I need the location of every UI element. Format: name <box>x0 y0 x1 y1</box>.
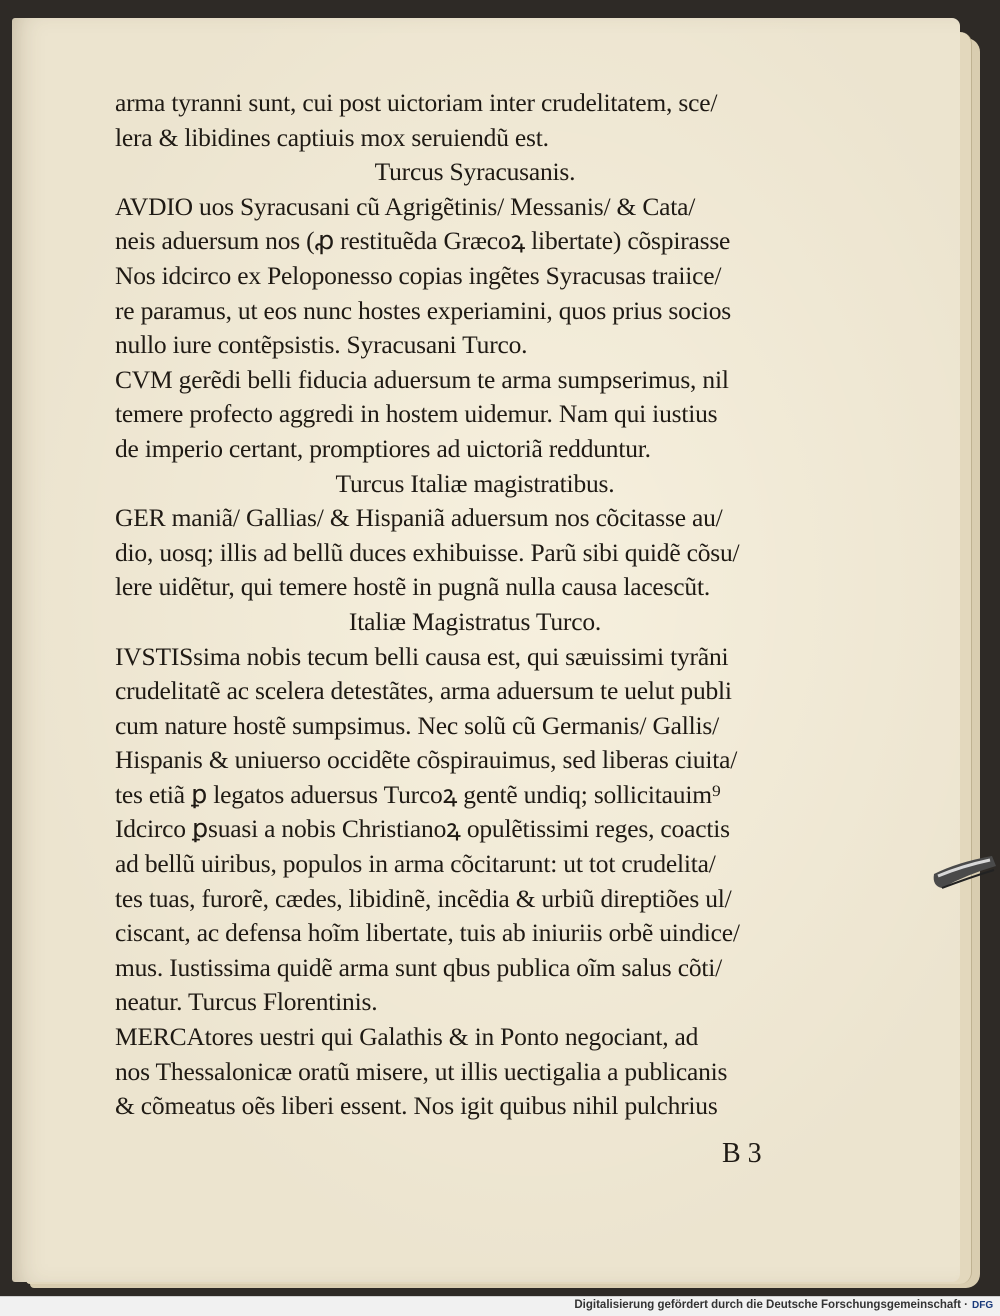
text-line: nos Thessalonicæ oratũ misere, ut illis uectigalia a publicanis <box>115 1056 728 1086</box>
text-line: ad bellũ uiribus, populos in arma cõcitarunt: ut tot crudelita/ <box>115 849 716 879</box>
text-line: Nos idcirco ex Peloponesso copias ingẽtes Syracusas traiice/ <box>115 260 722 290</box>
footer-bar <box>0 1296 1000 1316</box>
dfg-logo: DFG <box>972 1300 994 1311</box>
text-line: lere uidẽtur, qui temere hostẽ in pugnã nulla causa lacescũt. <box>115 572 711 602</box>
text-line: Hispanis & uniuerso occidẽte cõspirauimus, sed liberas ciuita/ <box>115 745 738 775</box>
text-line: temere profecto aggredi in hostem uidemur. Nam qui iustius <box>115 399 718 429</box>
text-line: re paramus, ut eos nunc hostes experiamini, quos prius socios <box>115 295 731 325</box>
text-line: CVM gerẽdi belli fiducia aduersum te arma sumpserimus, nil <box>115 364 729 394</box>
text-line: tes etiã ꝑ legatos aduersus Turcoꝝ gentẽ undiq; sollicitauim⁹ <box>115 779 721 809</box>
text-line: ciscant, ac defensa hoĩm libertate, tuis ab iniuriis orbẽ uindice/ <box>115 918 740 948</box>
text-line: arma tyranni sunt, cui post uictoriam inter crudelitatem, sce/ <box>115 88 718 117</box>
text-line: GER maniã/ Gallias/ & Hispaniã aduersum nos cõcitasse au/ <box>115 503 723 533</box>
text-line: dio, uosq; illis ad bellũ duces exhibuisse. Parũ sibi quidẽ cõsu/ <box>115 537 740 567</box>
text-line: crudelitatẽ ac scelera detestãtes, arma aduersum te uelut publi <box>115 676 732 706</box>
book-page <box>12 18 960 1282</box>
text-line: MERCAtores uestri qui Galathis & in Ponto negociant, ad <box>115 1022 699 1052</box>
text-line: de imperio certant, promptiores ad uictoriã redduntur. <box>115 433 651 463</box>
printed-text-block <box>115 86 835 1124</box>
section-heading: Turcus Syracusanis. <box>374 157 576 187</box>
text-line: neatur. Turcus Florentinis. <box>115 987 378 1017</box>
text-line: lera & libidines captiuis mox seruiendũ est. <box>115 122 549 152</box>
text-line: IVSTISsima nobis tecum belli causa est, qui sæuissimi tyrãni <box>115 641 729 671</box>
text-line: cum nature hostẽ sumpsimus. Nec solũ cũ Germanis/ Gallis/ <box>115 710 720 740</box>
section-heading: Italiæ Magistratus Turco. <box>348 606 602 636</box>
clip-icon <box>928 848 998 918</box>
text-line: Idcirco ꝑsuasi a nobis Christianoꝝ opulẽtissimi reges, coactis <box>115 814 730 844</box>
funding-notice: Digitalisierung gefördert durch die Deutsche Forschungsgemeinschaft · <box>574 1299 968 1311</box>
section-heading: Turcus Italiæ magistratibus. <box>335 468 615 498</box>
text-line: tes tuas, furorẽ, cædes, libidinẽ, incẽdia & urbiũ direptiões ul/ <box>115 883 732 913</box>
text-line: & cõmeatus oẽs liberi essent. Nos igit quibus nihil pulchrius <box>115 1091 718 1121</box>
text-line: neis aduersum nos (ꝓ restituẽda Græcoꝝ libertate) cõspirasse <box>115 226 731 256</box>
text-line: mus. Iustissima quidẽ arma sunt qbus publica oĩm salus cõti/ <box>115 952 723 982</box>
text-line: AVDIO uos Syracusani cũ Agrigẽtinis/ Messanis/ & Cata/ <box>115 191 696 221</box>
text-line: nullo iure contẽpsistis. Syracusani Turco. <box>115 330 528 360</box>
signature-mark: B 3 <box>722 1138 762 1169</box>
